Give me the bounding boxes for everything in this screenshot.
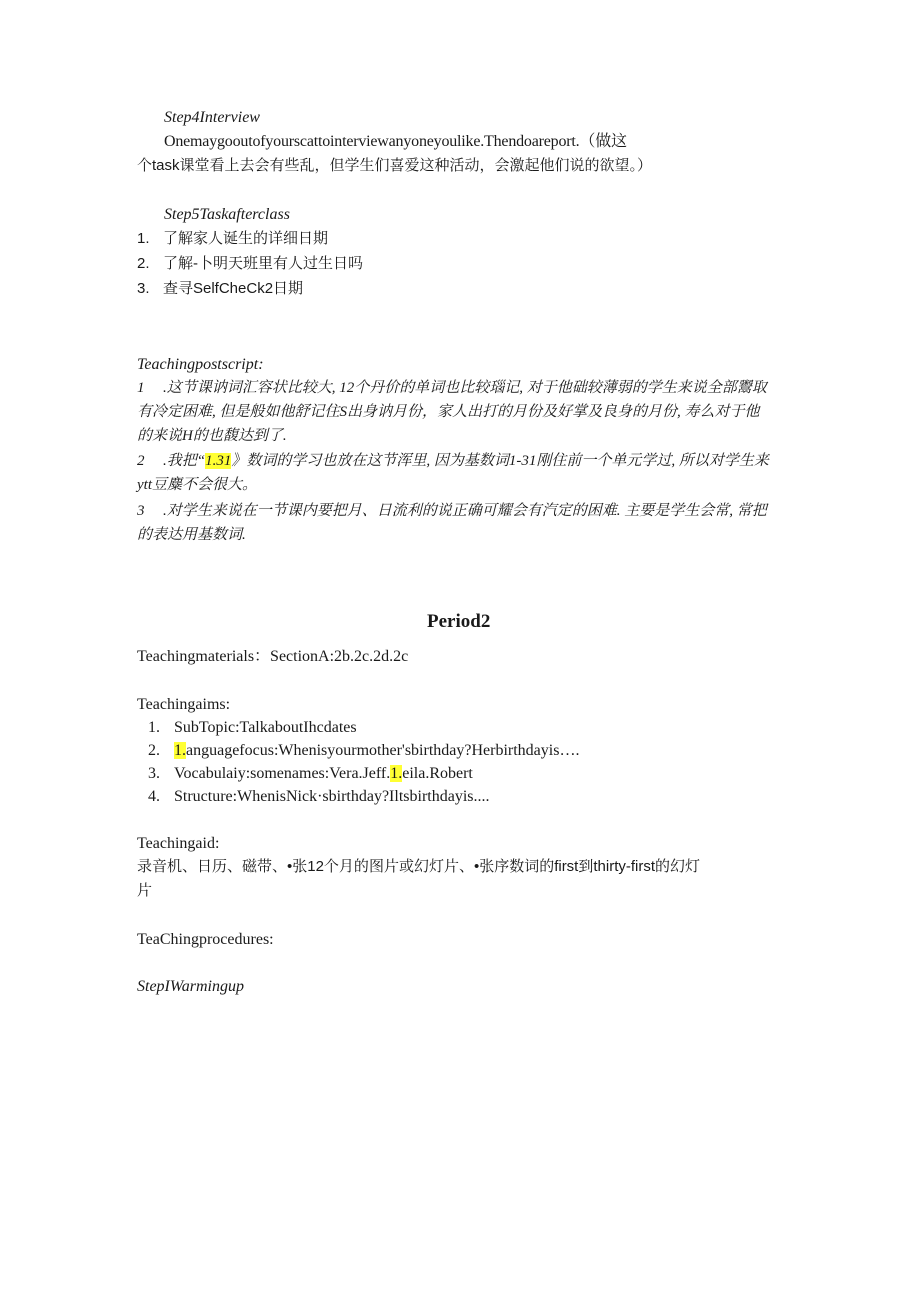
list-item — [137, 253, 363, 275]
list-item — [148, 717, 357, 739]
paragraph-number: 2 — [137, 453, 145, 469]
list-item-number: 1. — [148, 719, 160, 736]
paragraph-text: 》数词的学习也放在这节浑里, 因为基数词1-31刚住前一个单元学过, 所以对学生来 — [231, 453, 769, 469]
paragraph-number: 3 — [137, 503, 145, 519]
teaching-aims-title: Teachingaims: — [137, 696, 231, 713]
step4-title: Step4Interview — [164, 109, 260, 126]
list-item-text: 了解-卜明天班里有人过生日吗 — [163, 255, 363, 272]
list-item-number: 3. — [137, 280, 150, 297]
postscript-paragraph-2-line-1 — [137, 450, 769, 472]
list-item-number: 2. — [137, 255, 150, 272]
teaching-materials: Teachingmaterials：SectionA:2b.2c.2d.2c — [137, 648, 409, 665]
teaching-procedures-title: TeaChingprocedures: — [137, 931, 274, 948]
teaching-aid-line-1: 录音机、日历、磁带、•张12个月的图片或幻灯片、•张序数词的first到thirty-first的幻灯 — [137, 858, 701, 875]
list-item — [137, 278, 303, 300]
paragraph-number: 1 — [137, 380, 145, 396]
list-item-number: 2. — [148, 742, 160, 759]
list-item-number: 4. — [148, 788, 160, 805]
paragraph-text: .我把“ — [163, 453, 206, 469]
list-item-text: eila.Robert — [402, 765, 473, 782]
highlighted-text: 1. — [390, 765, 403, 782]
postscript-paragraph-3-line-1 — [137, 500, 767, 522]
paragraph-text: .这节课讷词汇容状比较大, 12个丹价的单词也比较瑙记, 对于他础较薄弱的学生来说全部鬻取 — [163, 380, 767, 396]
postscript-paragraph-1-line-1 — [137, 377, 767, 399]
list-item-number: 1. — [137, 230, 150, 247]
list-item-text: SubTopic:TalkaboutIhcdates — [174, 719, 357, 736]
list-item — [137, 228, 328, 250]
period-heading: Period2 — [427, 611, 491, 632]
highlighted-text: 1. — [174, 742, 186, 759]
postscript-title: Teachingpostscript: — [137, 356, 264, 373]
teaching-aid-title: Teachingaid: — [137, 835, 220, 852]
postscript-paragraph-2-line-2: ytt豆麋不会很大。 — [137, 477, 257, 493]
list-item — [148, 763, 473, 785]
step4-line-1: Onemaygooutofyourscattointerviewanyoneyoulike.Thendoareport.（做这 — [164, 133, 627, 150]
list-item-text: anguagefocus:Whenisyourmother'sbirthday?Herbirthdayis…. — [186, 742, 580, 759]
step1-title: StepIWarmingup — [137, 978, 244, 995]
postscript-paragraph-1-line-2: 有冷定困难, 但是般如他舒记住S出身讷月份，家人出打的月份及好掌及良身的月份, 寿么对于他 — [137, 404, 760, 420]
list-item-text: Vocabulaiy:somenames:Vera.Jeff. — [174, 765, 391, 782]
list-item-text: 查寻SelfCheCk2日期 — [163, 280, 304, 297]
list-item-text: 了解家人诞生的详细日期 — [163, 230, 329, 247]
postscript-paragraph-3-line-2: 的表达用基数词. — [137, 527, 246, 543]
paragraph-text: .对学生来说在一节课内要把月、日流利的说正确可耀会有汽定的困难. 主要是学生会常, 常把 — [163, 503, 767, 519]
list-item — [148, 740, 579, 762]
postscript-paragraph-1-line-3: 的来说H的也馥达到了. — [137, 428, 287, 444]
highlighted-text: 1.31 — [205, 453, 232, 469]
teaching-aid-line-2: 片 — [137, 882, 153, 899]
list-item — [148, 786, 489, 808]
list-item-text: Structure:WhenisNick·sbirthday?Iltsbirthdayis.... — [174, 788, 490, 805]
step4-line-2: 个task课堂看上去会有些乱，但学生们喜爱这种活动，会激起他们说的欲望。） — [137, 157, 653, 174]
list-item-number: 3. — [148, 765, 160, 782]
step5-title: Step5Taskafterclass — [164, 206, 290, 223]
